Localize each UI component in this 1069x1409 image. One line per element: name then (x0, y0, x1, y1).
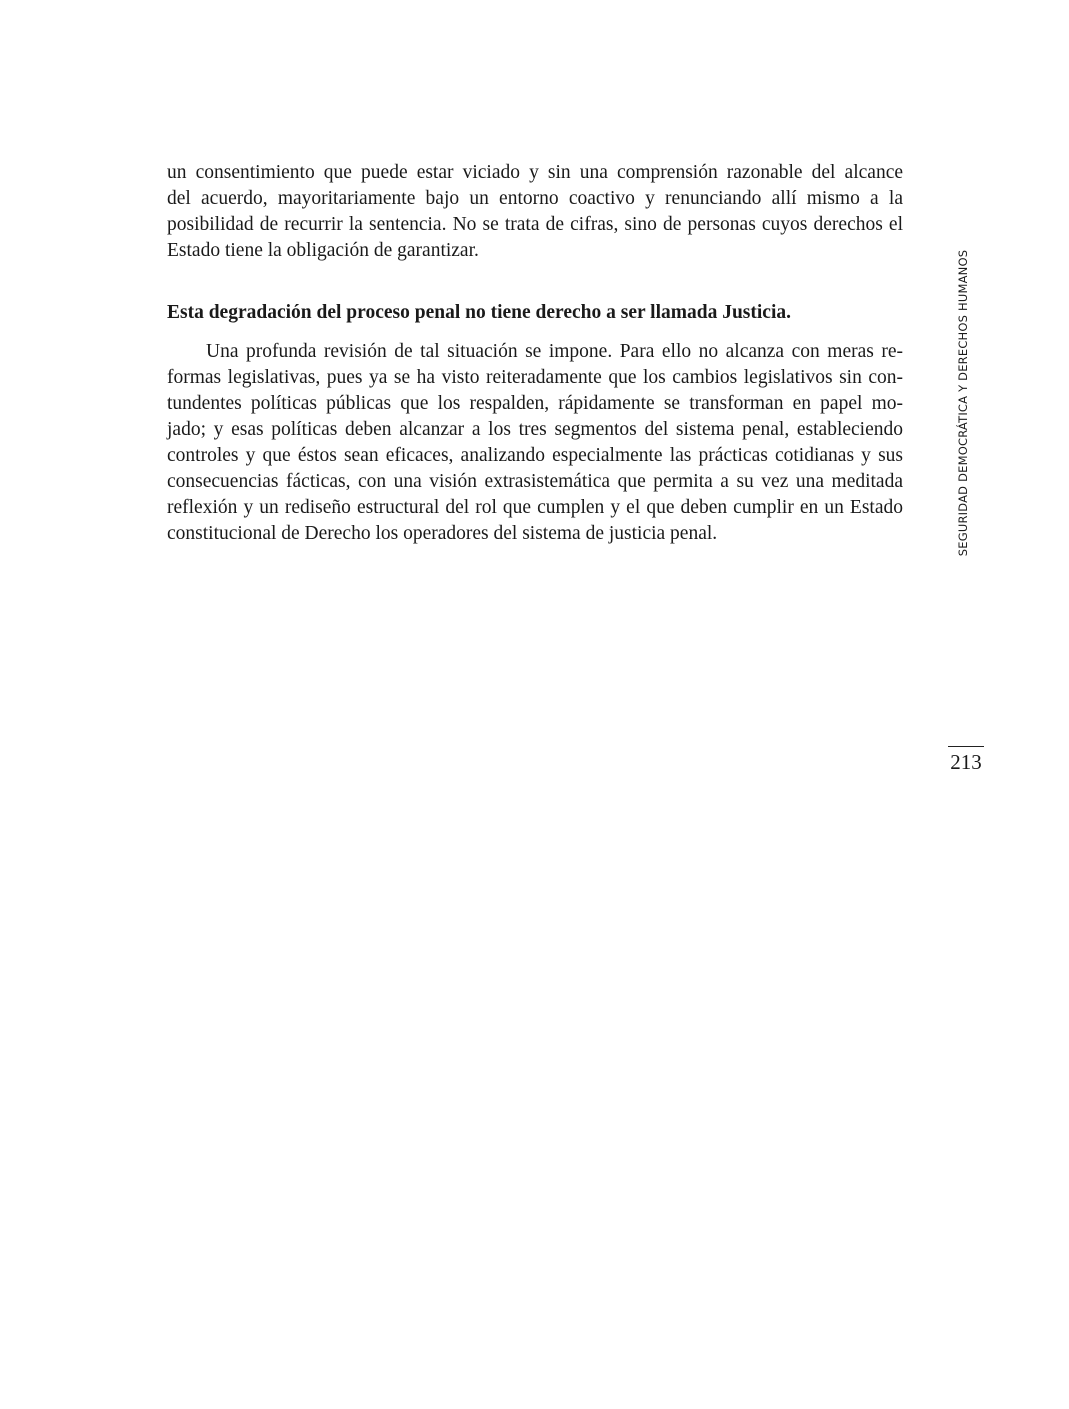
text-line: formas legislativas, pues ya se ha visto reiteradamente que los cambios legislativos sin con- (167, 367, 903, 388)
paragraph-1 (167, 160, 903, 264)
text-line: un consentimiento que puede estar viciado y sin una comprensión razonable del alcance (167, 162, 903, 183)
text-line: posibilidad de recurrir la sentencia. No se trata de cifras, sino de personas cuyos derechos el (167, 214, 903, 235)
text-line: tundentes políticas públicas que los respalden, rápidamente se transforman en papel mo- (167, 393, 903, 414)
section-heading: Esta degradación del proceso penal no tiene derecho a ser llamada Justicia. (167, 302, 791, 323)
text-line: consecuencias fácticas, con una visión extrasistemática que permita a su vez una meditada (167, 471, 903, 492)
running-header: SEGURIDAD DEMOCRÁTICA Y DERECHOS HUMANOS (956, 249, 970, 557)
text-line: controles y que éstos sean eficaces, analizando especialmente las prácticas cotidianas y sus (167, 445, 903, 466)
text-line: constitucional de Derecho los operadores del sistema de justicia penal. (167, 523, 718, 544)
text-line: Una profunda revisión de tal situación se impone. Para ello no alcanza con meras re- (206, 341, 903, 362)
text-line: reflexión y un rediseño estructural del rol que cumplen y el que deben cumplir en un Estado (167, 497, 903, 518)
text-line: del acuerdo, mayoritariamente bajo un entorno coactivo y renunciando allí mismo a la (167, 188, 903, 209)
text-line: jado; y esas políticas deben alcanzar a los tres segmentos del sistema penal, estableciendo (167, 419, 903, 440)
text-line: Estado tiene la obligación de garantizar. (167, 240, 479, 261)
paragraph-2 (167, 339, 903, 547)
page-number: 213 (948, 746, 984, 777)
